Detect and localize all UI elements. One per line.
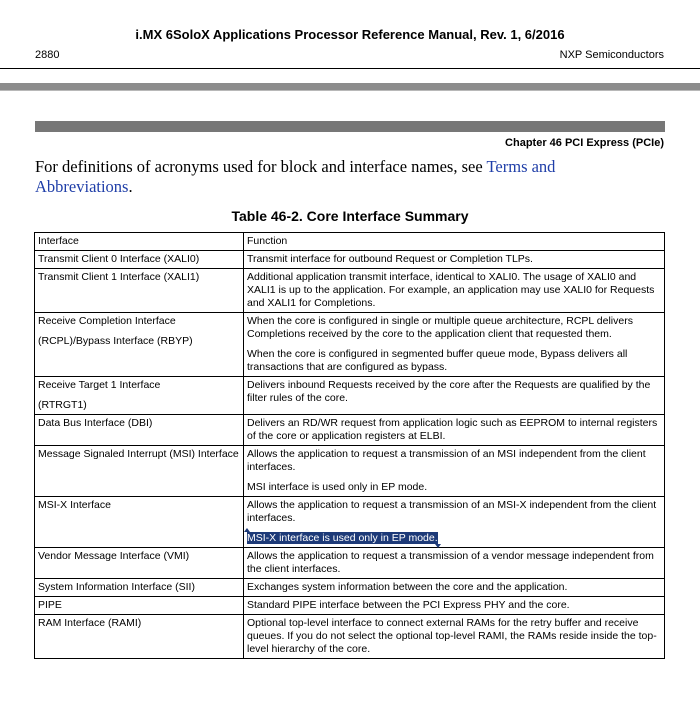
function-text: MSI interface is used only in EP mode.: [247, 481, 428, 493]
function-cell: [244, 269, 665, 313]
function-text: Allows the application to request a transmission of a vendor message independent from the client interfaces.: [247, 550, 654, 575]
function-cell: [244, 415, 665, 446]
function-text: Additional application transmit interface, identical to XALI0. The usage of XALI0 and XALI1 is up to the application. For example, an application may use XALI0 for Requests and XALI1 for Completions.: [247, 271, 655, 309]
function-text: Exchanges system information between the core and the application.: [247, 581, 568, 593]
document-header-title: i.MX 6SoloX Applications Processor Reference Manual, Rev. 1, 6/2016: [135, 27, 565, 42]
function-text: Delivers an RD/WR request from application logic such as EEPROM to internal registers of the core or application registers at ELBI.: [247, 417, 658, 442]
interface-cell: [35, 313, 244, 377]
header-interface: Interface: [35, 233, 244, 251]
interface-cell: [35, 579, 244, 597]
table-row: [35, 597, 665, 615]
function-text: Standard PIPE interface between the PCI Express PHY and the core.: [247, 599, 570, 611]
interface-text: Transmit Client 1 Interface (XALI1): [38, 271, 200, 283]
intro-end: .: [128, 177, 133, 196]
intro-paragraph: [35, 157, 635, 197]
function-text: When the core is configured in segmented buffer queue mode, Bypass delivers all transactions that are configured as bypass.: [247, 348, 628, 373]
function-cell: [244, 446, 665, 497]
interface-cell: [35, 446, 244, 497]
function-cell: [244, 579, 665, 597]
function-cell: [244, 615, 665, 659]
interface-cell: [35, 415, 244, 446]
interface-text: Vendor Message Interface (VMI): [38, 550, 190, 562]
table-row: [35, 615, 665, 659]
intro-text: For definitions of acronyms used for block and interface names, see: [35, 157, 487, 176]
header-rule: [0, 68, 700, 69]
function-cell: [244, 377, 665, 415]
table-row: [35, 446, 665, 497]
text-selection-highlight[interactable]: MSI-X interface is used only in EP mode.: [247, 532, 438, 544]
function-text: Optional top-level interface to connect external RAMs for the retry buffer and receive queues. If you do not select the optional top-level RAMI, the RAMs reside inside the top-level hierarchy of the core.: [247, 617, 657, 655]
interface-text: (RTRGT1): [38, 399, 87, 411]
interface-text: PIPE: [38, 599, 62, 611]
function-cell: [244, 497, 665, 548]
table-row: [35, 269, 665, 313]
core-interface-summary-table: [34, 232, 665, 659]
interface-text: Receive Completion Interface: [38, 315, 176, 327]
interface-text: Transmit Client 0 Interface (XALI0): [38, 253, 200, 265]
interface-text: Message Signaled Interrupt (MSI) Interface: [38, 448, 239, 460]
interface-text: (RCPL)/Bypass Interface (RBYP): [38, 335, 193, 347]
interface-cell: [35, 269, 244, 313]
function-text-selected[interactable]: [247, 532, 661, 545]
table-row: [35, 548, 665, 579]
interface-cell: [35, 497, 244, 548]
function-text: Allows the application to request a transmission of an MSI-X independent from the client interfaces.: [247, 499, 657, 524]
interface-cell: [35, 548, 244, 579]
interface-text: MSI-X Interface: [38, 499, 111, 511]
header-function: Function: [244, 233, 665, 251]
page-separator-line: [0, 90, 700, 91]
terms-and-abbreviations-link[interactable]: Terms and Abbreviations: [35, 157, 556, 196]
interface-cell: [35, 597, 244, 615]
function-cell: [244, 597, 665, 615]
function-text: When the core is configured in single or multiple queue architecture, RCPL delivers Completions received by the core to the application client that requested them.: [247, 315, 633, 340]
function-cell: [244, 313, 665, 377]
function-text: Delivers inbound Requests received by the core after the Requests are qualified by the filter rules of the core.: [247, 379, 651, 404]
company-name: NXP Semiconductors: [559, 49, 664, 61]
table-row: [35, 497, 665, 548]
function-cell: [244, 548, 665, 579]
function-text: Transmit interface for outbound Request or Completion TLPs.: [247, 253, 533, 265]
table-row: [35, 251, 665, 269]
chapter-bar: [35, 121, 665, 132]
interface-text: RAM Interface (RAMI): [38, 617, 142, 629]
table-header-row: [35, 233, 665, 251]
table-row: [35, 377, 665, 415]
table-row: [35, 313, 665, 377]
table-row: [35, 579, 665, 597]
table-row: [35, 415, 665, 446]
function-cell: [244, 251, 665, 269]
interface-cell: [35, 251, 244, 269]
interface-text: System Information Interface (SII): [38, 581, 195, 593]
function-text: Allows the application to request a transmission of an MSI independent from the client interfaces.: [247, 448, 646, 473]
interface-text: Receive Target 1 Interface: [38, 379, 161, 391]
page-number: 2880: [35, 49, 60, 61]
chapter-title: Chapter 46 PCI Express (PCIe): [505, 137, 664, 149]
table-caption: Table 46-2. Core Interface Summary: [231, 208, 469, 224]
page-separator-band: [0, 83, 700, 90]
interface-cell: [35, 377, 244, 415]
interface-text: Data Bus Interface (DBI): [38, 417, 153, 429]
interface-cell: [35, 615, 244, 659]
